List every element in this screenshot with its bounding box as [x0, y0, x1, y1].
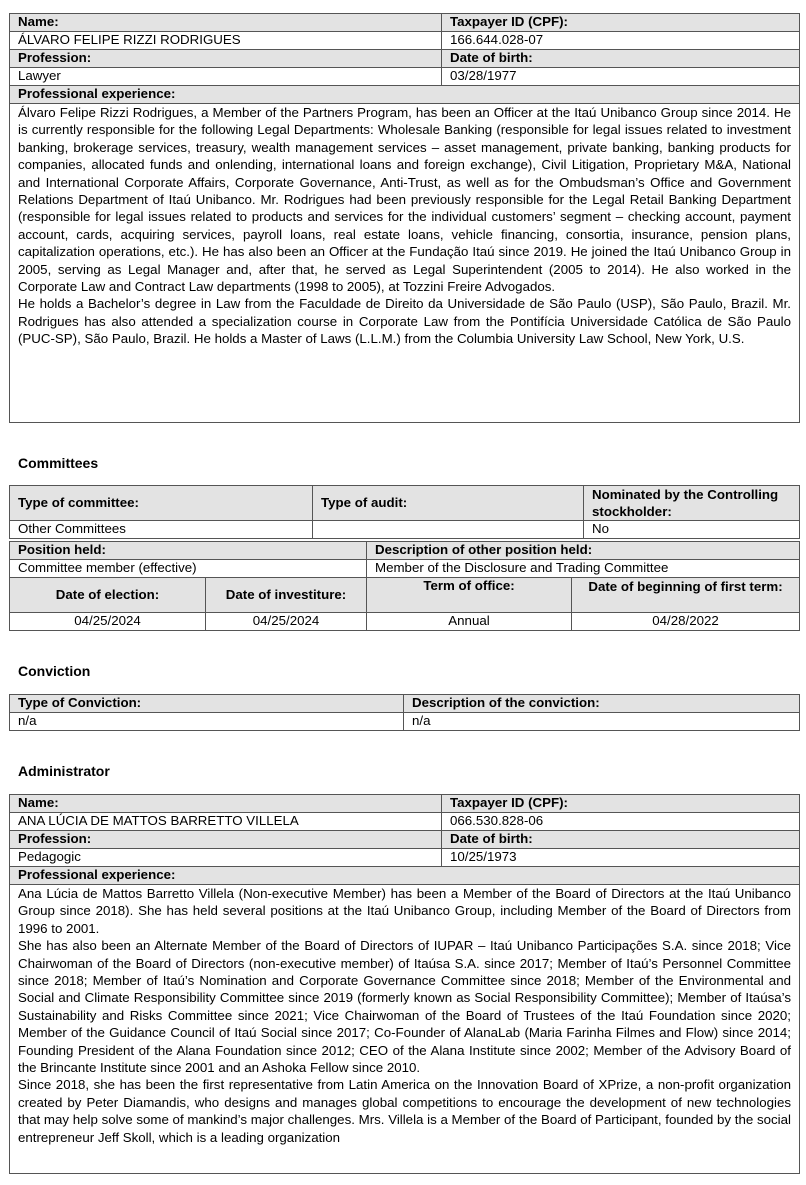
date-of-investiture-label: Date of investiture:	[206, 578, 367, 613]
name-label: Name:	[10, 14, 442, 32]
profession-value: Lawyer	[10, 68, 442, 86]
committees-table-position	[9, 541, 800, 578]
professional-experience-label: Professional experience:	[10, 867, 800, 885]
committees-table-top	[9, 485, 800, 539]
committees-table-dates	[9, 577, 800, 631]
description-conviction-label: Description of the conviction:	[404, 695, 800, 713]
professional-experience-label: Professional experience:	[10, 86, 800, 104]
date-of-election-value: 04/25/2024	[10, 613, 206, 631]
professional-experience-text	[10, 104, 800, 423]
experience-paragraph: He holds a Bachelor’s degree in Law from the Faculdade de Direito da Universidade de São Paulo (USP), São Paulo, Brazil. Mr. Rodrigues has also attended a specialization course in Corporate Law from the Pontifícia Universidade Católica de São Paulo (PUC-SP), São Paulo, Brazil. He holds a Master of Laws (L.L.M.) from the Columbia University Law School, New York, U.S.	[18, 296, 791, 347]
position-held-label: Position held:	[10, 542, 367, 560]
type-of-committee-label: Type of committee:	[10, 486, 313, 521]
date-of-election-label: Date of election:	[10, 578, 206, 613]
admin2-table	[9, 794, 800, 1174]
date-of-birth-value: 03/28/1977	[442, 68, 800, 86]
type-of-committee-value: Other Committees	[10, 521, 313, 539]
taxpayer-id-label: Taxpayer ID (CPF):	[442, 795, 800, 813]
date-of-investiture-value: 04/25/2024	[206, 613, 367, 631]
profession-value: Pedagogic	[10, 849, 442, 867]
nominated-value: No	[584, 521, 800, 539]
experience-paragraph: She has also been an Alternate Member of the Board of Directors of IUPAR – Itaú Unibanco Participações S.A. since 2018; Vice Chairwoman of the Board of Directors (non-executive member) of Itaúsa S.A. since 2017; Member of Itaú’s Personnel Committee since 2018; Member of Itaú’s Nomination and Corporate Governance Committee since 2018; Member of the Environmental and Social and Climate Responsibility Committee since 2019 (formerly known as Social Responsibility Committee); Member of Itaúsa’s Sustainability and Risks Committee since 2021; Vice Chairwoman of the Board of Trustees of the Itaú Foundation since 2020; Member of the Guidance Council of Itaú Social since 2017; Co-Founder of AlanaLab (Maria Farinha Filmes and Flow) since 2014; Founding President of the Alana Foundation since 2012; CEO of the Alana Institute since 2002; Member of the Advisory Board of the Brincante Institute since 2001 and an Ashoka Fellow since 2010.	[18, 938, 791, 1076]
nominated-label: Nominated by the Controlling stockholder:	[584, 486, 800, 521]
administrator-section-title: Administrator	[18, 763, 110, 779]
type-of-audit-label: Type of audit:	[313, 486, 584, 521]
name-value: ANA LÚCIA DE MATTOS BARRETTO VILLELA	[10, 813, 442, 831]
date-first-term-label: Date of beginning of first term:	[572, 578, 800, 613]
profession-label: Profession:	[10, 831, 442, 849]
conviction-table	[9, 694, 800, 731]
description-other-label: Description of other position held:	[367, 542, 800, 560]
taxpayer-id-value: 166.644.028-07	[442, 32, 800, 50]
profession-label: Profession:	[10, 50, 442, 68]
professional-experience-text	[10, 885, 800, 1174]
term-of-office-label: Term of office:	[367, 578, 572, 613]
type-of-conviction-label: Type of Conviction:	[10, 695, 404, 713]
date-of-birth-label: Date of birth:	[442, 831, 800, 849]
date-of-birth-label: Date of birth:	[442, 50, 800, 68]
position-held-value: Committee member (effective)	[10, 560, 367, 578]
type-of-audit-value	[313, 521, 584, 539]
name-label: Name:	[10, 795, 442, 813]
description-conviction-value: n/a	[404, 713, 800, 731]
date-first-term-value: 04/28/2022	[572, 613, 800, 631]
experience-paragraph: Since 2018, she has been the first representative from Latin America on the Innovation Board of XPrize, a non-profit organization created by Peter Diamandis, who designs and manages global competitions to encourage the development of new technologies that may help solve some of mankind’s major challenges. Mrs. Villela is a Member of the Board of Participant, founded by the social entrepreneur Jeff Skoll, which is a leading organization	[18, 1077, 791, 1145]
type-of-conviction-value: n/a	[10, 713, 404, 731]
admin1-table	[9, 13, 800, 423]
experience-paragraph: Ana Lúcia de Mattos Barretto Villela (Non-executive Member) has been a Member of the Board of Directors at the Itaú Unibanco Group since 2018). She has held several positions at the Itaú Unibanco Group, including Member of the Board of Directors from 1996 to 2001.	[18, 886, 791, 936]
taxpayer-id-label: Taxpayer ID (CPF):	[442, 14, 800, 32]
date-of-birth-value: 10/25/1973	[442, 849, 800, 867]
term-of-office-value: Annual	[367, 613, 572, 631]
committees-section-title: Committees	[18, 455, 99, 471]
description-other-value: Member of the Disclosure and Trading Committee	[367, 560, 800, 578]
conviction-section-title: Conviction	[18, 663, 91, 679]
name-value: ÁLVARO FELIPE RIZZI RODRIGUES	[10, 32, 442, 50]
experience-paragraph: Álvaro Felipe Rizzi Rodrigues, a Member of the Partners Program, has been an Officer at the Itaú Unibanco Group since 2014. He is currently responsible for the following Legal Departments: Wholesale Banking (responsible for legal issues related to investment banking, brokerage services, treasury, wealth management services – asset management, private banking, banking products for companies, allocated funds and onlending, international loans and foreign exchange), Civil Litigation, Proprietary M&A, National and International Corporate Affairs, Corporate Governance, Anti-Trust, as well as for the Ombudsman’s Office and Government Relations Department of Itaú Unibanco. Mr. Rodrigues had been previously responsible for the Legal Retail Banking Department (responsible for legal issues related to products and services for the individual customers’ segment – checking account, payment account, cards, acquiring services, payroll loans, real estate loans, vehicle financing, consortia, insurance, pension plans, capitalization operations, etc.). He has also been an Officer at the Fundação Itaú since 2019. He joined the Itaú Unibanco Group in 2005, serving as Legal Manager and, after that, he served as Legal Superintendent (2005 to 2014). He also worked in the Corporate Law and Contract Law departments (1998 to 2005), at Tozzini Freire Advogados.	[18, 105, 791, 295]
taxpayer-id-value: 066.530.828-06	[442, 813, 800, 831]
